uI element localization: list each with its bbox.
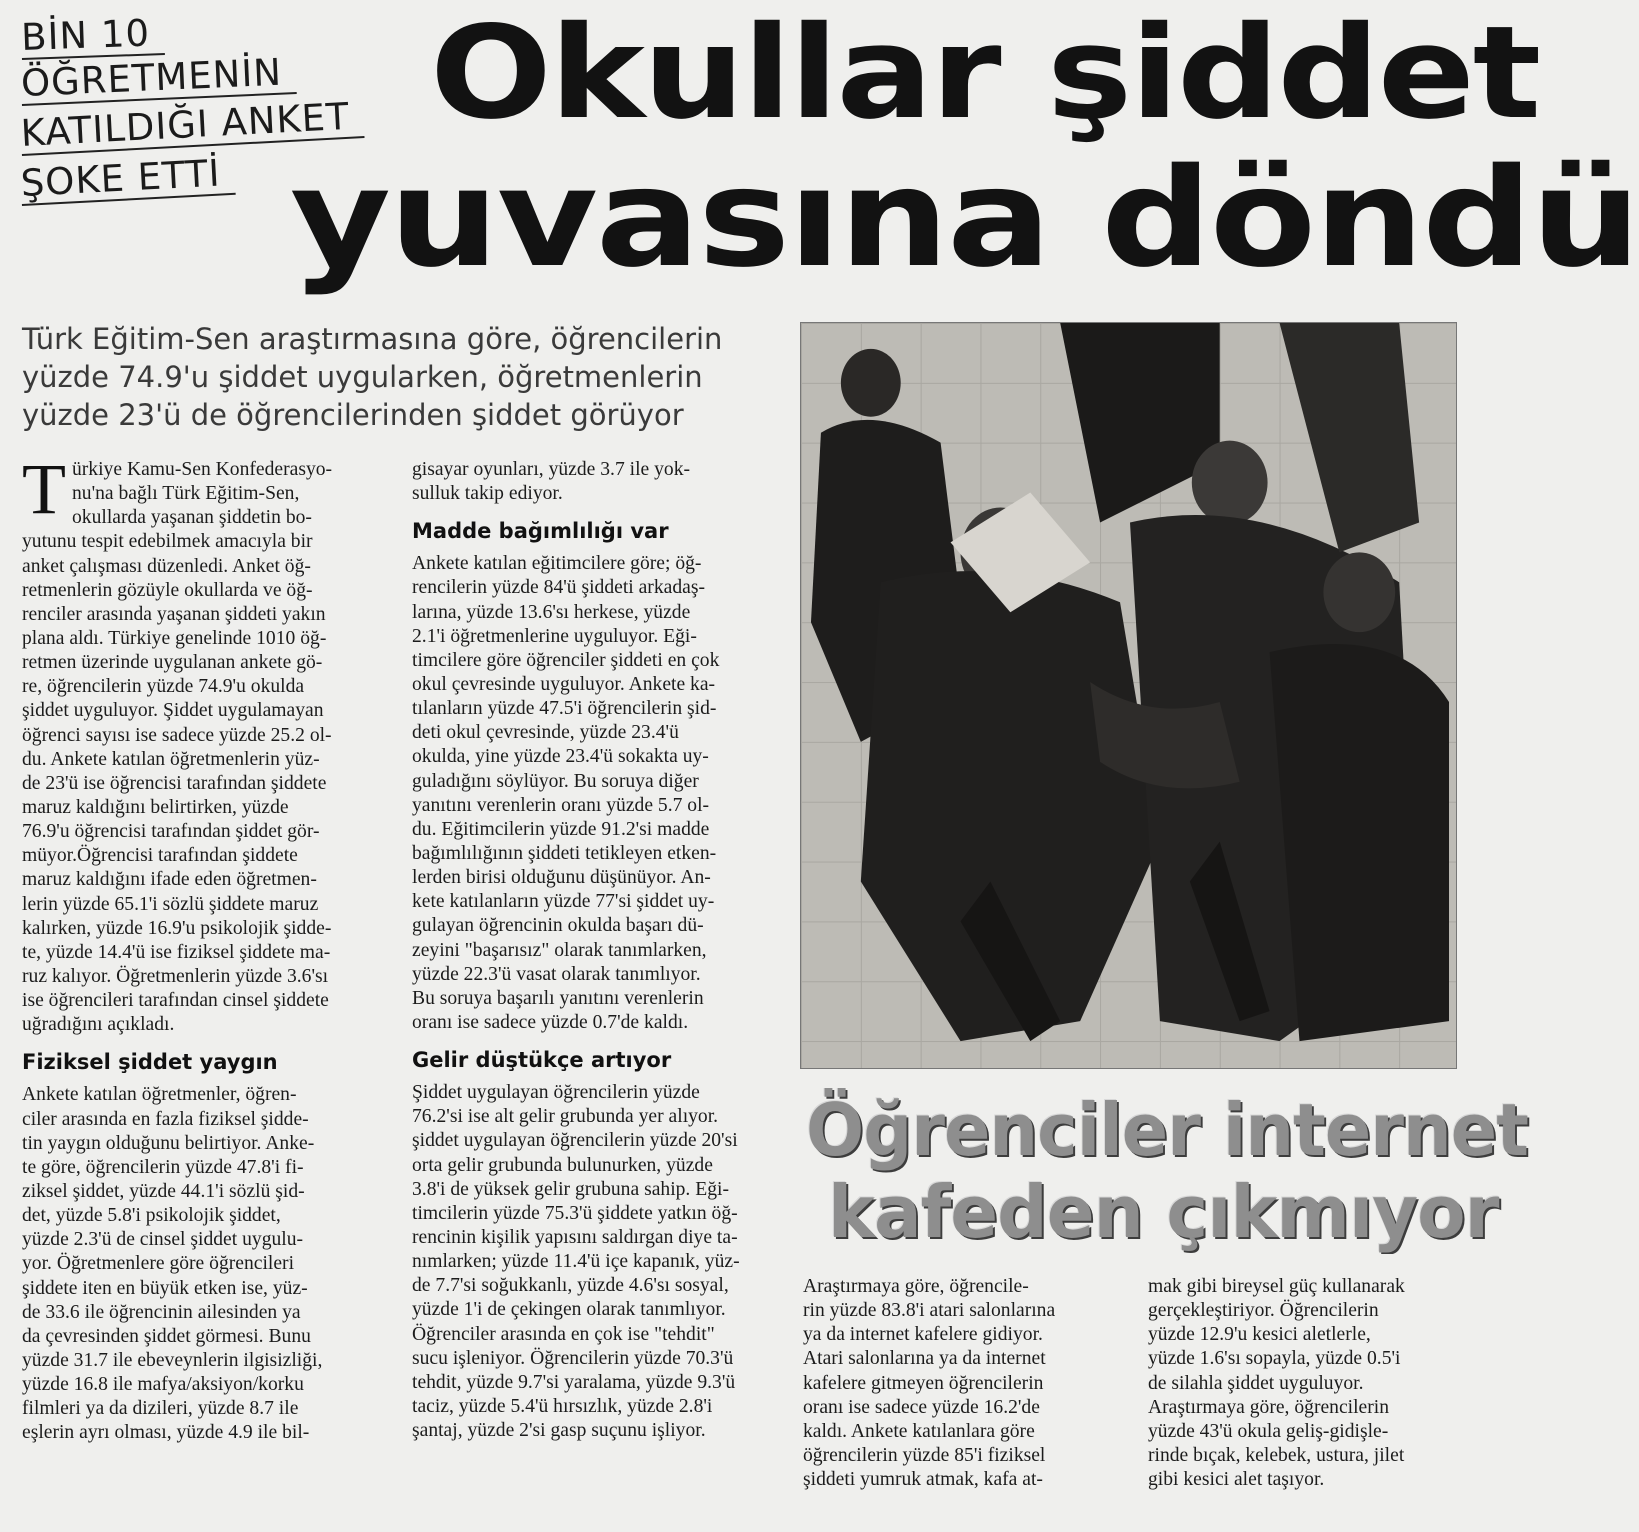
text-line: Ankete katılan eğitimcilere göre; öğ-	[412, 553, 702, 575]
photo-illustration	[801, 323, 1456, 1068]
text-line: rencilerin yüzde 84'ü şiddeti arkadaş-	[412, 577, 705, 599]
text-line: müyor.Öğrencisi tarafından şiddete	[22, 845, 298, 867]
text-line: okullarda yaşanan şiddetin bo-	[71, 507, 312, 529]
text-line: ya da internet kafelere gidiyor.	[803, 1324, 1043, 1346]
text-line: rencinin kişilik yapısını saldırgan diye ta-	[412, 1226, 738, 1248]
text-line: Araştırmaya göre, öğrencilerin	[1148, 1396, 1390, 1418]
text-line: maruz kaldığını belirtirken, yüzde	[22, 796, 289, 818]
text-line: oranı ise sadece yüzde 0.7'de kaldı.	[412, 1011, 689, 1033]
text-line: det, yüzde 5.8'i psikolojik şiddet,	[22, 1205, 281, 1227]
text-line: bağımlılığının şiddeti tetikleyen etken-	[412, 842, 717, 864]
text-line: te, yüzde 14.4'ü ise fiziksel şiddete ma-	[22, 941, 331, 963]
text-line: şantaj, yüzde 2'si gasp suçunu işliyor.	[412, 1420, 706, 1442]
text-line: timcilere göre öğrenciler şiddeti en çok	[412, 649, 720, 671]
kicker-line-1: BİN 10	[21, 13, 165, 60]
text-line: tin yaygın olduğunu belirtiyor. Anke-	[22, 1132, 315, 1154]
text-line: mak gibi bireysel güç kullanarak	[1148, 1276, 1405, 1297]
text-line: yüzde 12.9'u kesici aletlerle,	[1148, 1324, 1371, 1346]
text-line: kaldı. Ankete katılanlara göre	[803, 1420, 1035, 1442]
text-line: deti okul çevresinde, yüzde 23.4'ü	[412, 722, 679, 744]
drop-cap: T	[22, 449, 66, 529]
text-line: rinde bıçak, kelebek, ustura, jilet	[1148, 1444, 1405, 1466]
text-line: te göre, öğrencilerin yüzde 47.8'i fi-	[22, 1156, 304, 1178]
text-line: du. Eğitimcilerin yüzde 91.2'si madde	[412, 818, 710, 840]
news-photo	[800, 322, 1457, 1069]
text-line: şiddet uygulayan öğrencilerin yüzde 20'si	[412, 1130, 738, 1152]
headline-line-2: yuvasına döndü	[290, 140, 1639, 298]
text-line: okulda, yine yüzde 23.4'ü sokakta uy-	[412, 746, 709, 768]
text-line: Ankete katılan öğretmenler, öğren-	[22, 1084, 297, 1106]
text-line: taciz, yüzde 5.4'ü hırsızlık, yüzde 2.8'i	[412, 1395, 713, 1417]
text-line: renciler arasında yaşanan şiddeti yakın	[22, 603, 326, 625]
text-line: gisayar oyunları, yüzde 3.7 ile yok-	[412, 459, 691, 480]
text-line: plana aldı. Türkiye genelinde 1010 öğ-	[22, 627, 327, 649]
text-line: timcilerin yüzde 75.3'ü şiddete yatkın öğ-	[412, 1202, 738, 1224]
kicker-line-4: ŞOKE ETTİ	[20, 153, 236, 206]
text-line: da çevresinden şiddet görmesi. Bunu	[22, 1325, 311, 1347]
text-line: sucu işleniyor. Öğrencilerin yüzde 70.3'ü	[412, 1347, 734, 1369]
text-line: maruz kaldığını ifade eden öğretmen-	[22, 869, 317, 891]
text-line: filmleri ya da dizileri, yüzde 8.7 ile	[22, 1398, 299, 1420]
text-line: kete katılanların yüzde 77'si şiddet uy-	[412, 891, 715, 913]
text-line: du. Ankete katılan öğretmenlerin yüz-	[22, 748, 320, 770]
text-line: tılanların yüzde 47.5'i öğrencilerin şid-	[412, 698, 717, 720]
text-line: şiddet uyguluyor. Şiddet uygulamayan	[22, 700, 324, 722]
text-line: şiddete iten en büyük etken ise, yüz-	[22, 1277, 308, 1299]
article-column-3	[803, 1275, 1113, 1492]
text-line: kalırken, yüzde 16.9'u psikolojik şidde-	[22, 917, 332, 939]
text-line: ürkiye Kamu-Sen Konfederasyo-	[71, 459, 333, 480]
text-line: rin yüzde 83.8'i atari salonlarına	[803, 1300, 1056, 1322]
text-line: Şiddet uygulayan öğrencilerin yüzde	[412, 1082, 700, 1104]
text-line: lerin yüzde 65.1'i sözlü şiddete maruz	[22, 893, 319, 915]
text-line: yüzde 1'i de çekingen olarak tanımlıyor.	[412, 1299, 726, 1321]
text-line: 3.8'i de yüksek gelir grubuna sahip. Eği-	[412, 1178, 729, 1200]
article-column-2	[412, 458, 772, 1443]
text-line: Öğrenciler arasında en çok ise "tehdit"	[412, 1323, 715, 1345]
text-line: larına, yüzde 13.6'sı herkese, yüzde	[412, 601, 691, 623]
text-line: yanıtını verenlerin oranı yüzde 5.7 ol-	[412, 794, 710, 816]
text-line: okul çevresinde uyguluyor. Ankete ka-	[412, 673, 716, 695]
text-line: öğrenci sayısı ise sadece yüzde 25.2 ol-	[22, 724, 332, 746]
text-line: yüzde 16.8 ile mafya/aksiyon/korku	[22, 1374, 304, 1396]
text-line: ziksel şiddet, yüzde 44.1'i sözlü şid-	[22, 1180, 305, 1202]
text-line: eşlerin ayrı olması, yüzde 4.9 ile bil-	[22, 1422, 310, 1444]
kicker-line-2: ÖĞRETMENİN	[20, 52, 297, 106]
text-line: şiddeti yumruk atmak, kafa at-	[803, 1469, 1043, 1491]
deck-line: yüzde 23'ü de öğrencilerinden şiddet görüyor	[22, 398, 684, 432]
paragraph	[412, 458, 772, 506]
text-line: tehdit, yüzde 9.7'si yaralama, yüzde 9.3'ü	[412, 1371, 736, 1393]
secondary-headline-line-2: kafeden çıkmıyor	[828, 1170, 1499, 1254]
section-subhead: Gelir düştükçe artıyor	[412, 1048, 672, 1073]
text-line: yüzde 1.6'sı sopayla, yüzde 0.5'i	[1148, 1348, 1401, 1370]
text-line: yor. Öğretmenlere göre öğrencileri	[22, 1253, 295, 1275]
paragraph	[412, 552, 772, 1035]
text-line: de 7.7'si soğukkanlı, yüzde 4.6'sı sosyal,	[412, 1275, 729, 1297]
text-line: guladığını söylüyor. Bu soruya diğer	[412, 770, 699, 792]
text-line: yüzde 31.7 ile ebeveynlerin ilgisizliği,	[22, 1349, 323, 1371]
subheadline-deck	[22, 320, 782, 434]
article-column-4	[1148, 1275, 1458, 1492]
deck-line: Türk Eğitim-Sen araştırmasına göre, öğrencilerin	[22, 322, 723, 356]
text-line: ciler arasında en fazla fiziksel şidde-	[22, 1108, 309, 1130]
paragraph	[22, 530, 382, 1037]
text-line: gibi kesici alet taşıyor.	[1148, 1469, 1325, 1491]
text-line: sulluk takip ediyor.	[412, 483, 563, 505]
text-line: kafelere gitmeyen öğrencilerin	[803, 1372, 1044, 1394]
headline-line-1: Okullar şiddet	[430, 0, 1540, 148]
text-line: gerçekleştiriyor. Öğrencilerin	[1148, 1300, 1379, 1322]
text-line: gulayan öğrencinin okulda başarı dü-	[412, 915, 704, 937]
kicker-line-3: KATILDIĞI ANKET	[20, 96, 365, 156]
text-line: re, öğrencilerin yüzde 74.9'u okulda	[22, 676, 305, 698]
text-line: de 33.6 ile öğrencinin ailesinden ya	[22, 1301, 301, 1323]
section-subhead: Fiziksel şiddet yaygın	[22, 1050, 278, 1075]
text-line: ise öğrencileri tarafından cinsel şiddete	[22, 990, 329, 1012]
text-line: 2.1'i öğretmenlerine uyguluyor. Eği-	[412, 625, 697, 647]
text-line: yüzde 2.3'ü de cinsel şiddet uygulu-	[22, 1229, 304, 1251]
paragraph	[412, 1081, 772, 1443]
text-line: retmen üzerinde uygulanan ankete gö-	[22, 652, 323, 674]
text-line: Araştırmaya göre, öğrencile-	[803, 1276, 1029, 1297]
text-line: 76.9'u öğrencisi tarafından şiddet gör-	[22, 821, 320, 843]
text-line: Bu soruya başarılı yanıtını verenlerin	[412, 987, 704, 1009]
text-line: 76.2'si ise alt gelir grubunda yer alıyor.	[412, 1106, 719, 1128]
text-line: anket çalışması düzenledi. Anket öğ-	[22, 555, 311, 577]
text-line: ruz kalıyor. Öğretmenlerin yüzde 3.6'sı	[22, 965, 329, 987]
paragraph	[22, 1083, 382, 1445]
text-line: de silahla şiddet uyguluyor.	[1148, 1372, 1364, 1394]
text-line: yutunu tespit edebilmek amacıyla bir	[22, 531, 313, 553]
text-line: nımlarken; yüzde 11.4'ü içe kapanık, yüz-	[412, 1251, 740, 1273]
text-line: orta gelir grubunda bulunurken, yüzde	[412, 1154, 713, 1176]
text-line: uğradığını açıkladı.	[22, 1014, 175, 1036]
text-line: de 23'ü ise öğrencisi tarafından şiddete	[22, 772, 327, 794]
paragraph	[803, 1275, 1113, 1492]
paragraph	[1148, 1275, 1458, 1492]
text-line: öğrencilerin yüzde 85'i fiziksel	[803, 1444, 1046, 1466]
text-line: Atari salonlarına ya da internet	[803, 1348, 1046, 1370]
section-subhead: Madde bağımlılığı var	[412, 519, 669, 544]
text-line: retmenlerin gözüyle okullarda ve öğ-	[22, 579, 313, 601]
text-line: nu'na bağlı Türk Eğitim-Sen,	[71, 483, 300, 505]
deck-line: yüzde 74.9'u şiddet uygularken, öğretmenlerin	[22, 360, 703, 394]
text-line: zeyini "başarısız" olarak tanımlarken,	[412, 939, 707, 961]
text-line: lerden birisi olduğunu düşünüyor. An-	[412, 867, 711, 889]
secondary-headline-line-1: Öğrenciler internet	[806, 1088, 1528, 1172]
text-line: yüzde 43'ü okula geliş-gidişle-	[1148, 1420, 1389, 1442]
text-line: oranı ise sadece yüzde 16.2'de	[803, 1396, 1040, 1418]
text-line: yüzde 22.3'ü vasat olarak tanımlıyor.	[412, 963, 701, 985]
article-column-1	[22, 449, 382, 1445]
